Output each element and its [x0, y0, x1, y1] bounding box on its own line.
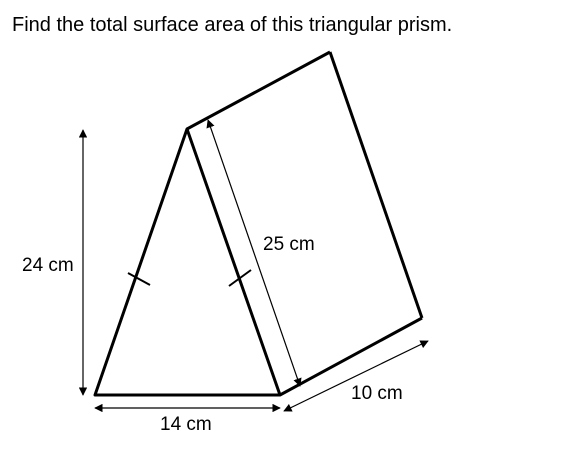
prism-outline — [95, 52, 422, 395]
left-side-tick — [128, 273, 150, 285]
slant-label: 25 cm — [263, 234, 315, 255]
question-text: Find the total surface area of this triangular prism. — [12, 14, 453, 36]
top-edge — [187, 52, 330, 129]
height-label: 24 cm — [22, 255, 74, 276]
equal-side-ticks — [128, 270, 251, 286]
base-label: 14 cm — [160, 414, 212, 435]
triangular-face — [95, 129, 280, 395]
length-label: 10 cm — [351, 383, 403, 404]
back-slant-edge — [330, 52, 422, 318]
